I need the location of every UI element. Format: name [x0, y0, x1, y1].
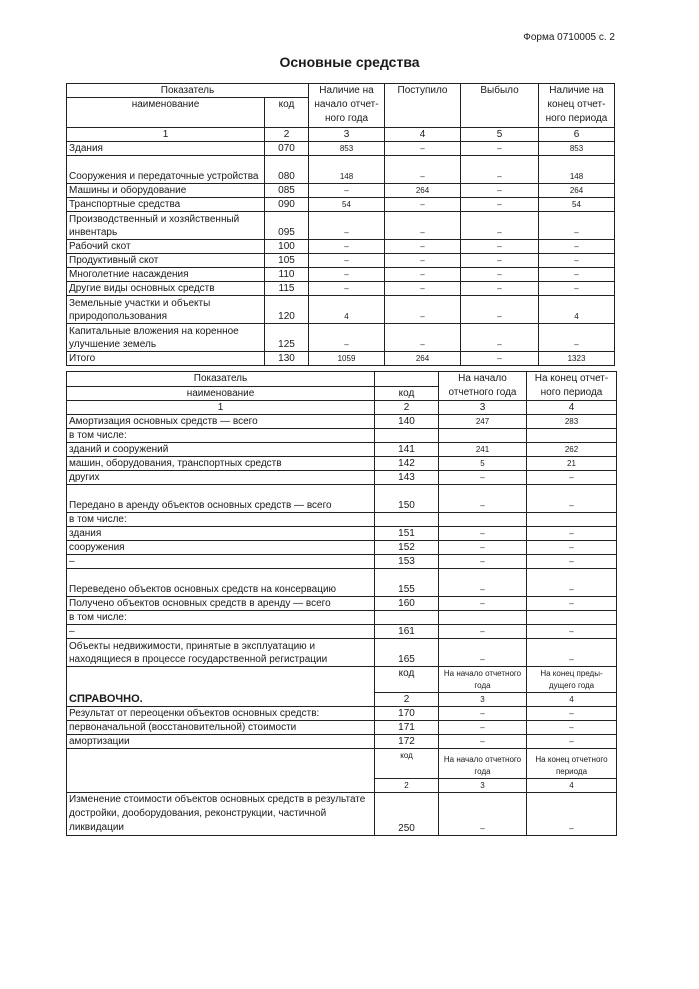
- row-code: 085: [265, 184, 309, 198]
- col-num: 2: [375, 779, 439, 793]
- row-name: Сооружения и передаточные устройства: [67, 156, 265, 184]
- header-end: На конец отчет- ного периода: [527, 372, 617, 401]
- row-received: –: [385, 142, 461, 156]
- row-disposed: –: [461, 268, 539, 282]
- row-end: –: [527, 721, 617, 735]
- row-begin: 241: [439, 443, 527, 457]
- row-begin: –: [439, 555, 527, 569]
- table-row: [67, 721, 617, 735]
- row-name: зданий и сооружений: [67, 443, 375, 457]
- row-end: [527, 429, 617, 443]
- row-code: 105: [265, 254, 309, 268]
- row-end: 148: [539, 156, 615, 184]
- row-code: 125: [265, 324, 309, 352]
- table-row: [67, 240, 615, 254]
- row-received: –: [385, 156, 461, 184]
- row-end: –: [527, 485, 617, 513]
- table-row: [67, 324, 615, 352]
- row-name: других: [67, 471, 375, 485]
- row-end: 21: [527, 457, 617, 471]
- table-row: [67, 513, 617, 527]
- row-received: –: [385, 240, 461, 254]
- row-end: –: [527, 735, 617, 749]
- row-code: 170: [375, 707, 439, 721]
- header-received: Поступило: [385, 84, 461, 128]
- row-begin: –: [439, 541, 527, 555]
- row-disposed: –: [461, 296, 539, 324]
- row-disposed: –: [461, 352, 539, 366]
- row-name: Транспортные средства: [67, 198, 265, 212]
- change-value-label: Изменение стоимости объектов основных средств в результате достройки, дооборудования, реконструкции, частичной ликвидации: [67, 793, 375, 836]
- row-end: –: [539, 268, 615, 282]
- row-end: –: [527, 569, 617, 597]
- col-num: 4: [527, 779, 617, 793]
- row-begin: –: [439, 597, 527, 611]
- row-end: –: [539, 212, 615, 240]
- row-code: 161: [375, 625, 439, 639]
- row-name: Передано в аренду объектов основных средств — всего: [67, 485, 375, 513]
- col-num: 3: [439, 401, 527, 415]
- header-name: наименование: [67, 98, 265, 128]
- row-begin: –: [439, 707, 527, 721]
- header-end: Наличие на конец отчет- ного периода: [539, 84, 615, 128]
- row-end: –: [527, 541, 617, 555]
- table-row: [67, 254, 615, 268]
- row-code: 152: [375, 541, 439, 555]
- row-received: –: [385, 198, 461, 212]
- table-row: [67, 282, 615, 296]
- table-row: [67, 597, 617, 611]
- page-title: Основные средства: [279, 54, 420, 70]
- header-indicator: Показатель: [67, 372, 375, 387]
- col-num: 3: [439, 779, 527, 793]
- row-code: 080: [265, 156, 309, 184]
- table-row: [67, 268, 615, 282]
- row-disposed: –: [461, 254, 539, 268]
- row-name: Итого: [67, 352, 265, 366]
- col-num: 4: [527, 401, 617, 415]
- row-end: 283: [527, 415, 617, 429]
- row-begin: 5: [439, 457, 527, 471]
- row-name: Результат от переоценки объектов основных средств:: [67, 707, 375, 721]
- col-num: 3: [439, 693, 527, 707]
- depreciation-table: [66, 371, 617, 836]
- ref2-end-label: На конец отчетного периода: [527, 749, 617, 779]
- form-code: Форма 0710005 с. 2: [523, 32, 615, 43]
- row-name: –: [67, 555, 375, 569]
- row-disposed: –: [461, 324, 539, 352]
- row-disposed: –: [461, 198, 539, 212]
- row-code: 115: [265, 282, 309, 296]
- row-end: –: [527, 625, 617, 639]
- row-end: –: [527, 471, 617, 485]
- row-disposed: –: [461, 142, 539, 156]
- header-code: код: [265, 98, 309, 128]
- row-begin: –: [309, 324, 385, 352]
- table-row: [67, 639, 617, 667]
- row-name: в том числе:: [67, 611, 375, 625]
- table-row: [67, 735, 617, 749]
- col-num: 4: [385, 128, 461, 142]
- row-end: 4: [539, 296, 615, 324]
- row-begin: 54: [309, 198, 385, 212]
- table-row: [67, 527, 617, 541]
- col-num: 2: [375, 693, 439, 707]
- table-row: [67, 457, 617, 471]
- row-end: [527, 611, 617, 625]
- row-end: –: [527, 639, 617, 667]
- row-name: –: [67, 625, 375, 639]
- ref2-code-label: код: [375, 749, 439, 779]
- row-code: [375, 513, 439, 527]
- table-row: [67, 485, 617, 513]
- row-code: 153: [375, 555, 439, 569]
- row-code: 110: [265, 268, 309, 282]
- row-received: –: [385, 296, 461, 324]
- row-name: сооружения: [67, 541, 375, 555]
- table-row: [67, 471, 617, 485]
- row-name: амортизации: [67, 735, 375, 749]
- header-code: код: [375, 386, 439, 401]
- table-row: [67, 541, 617, 555]
- row-begin: [439, 429, 527, 443]
- change-value-end: –: [527, 793, 617, 836]
- row-begin: –: [309, 282, 385, 296]
- table-row: [67, 198, 615, 212]
- row-begin: 247: [439, 415, 527, 429]
- header-disposed: Выбыло: [461, 84, 539, 128]
- row-begin: 148: [309, 156, 385, 184]
- ref-begin-label: На начало отчетного года: [439, 667, 527, 693]
- row-code: [375, 429, 439, 443]
- row-code: [375, 611, 439, 625]
- row-name: Капитальные вложения на коренное улучшение земель: [67, 324, 265, 352]
- fixed-assets-table: [66, 83, 615, 366]
- table-row: [67, 625, 617, 639]
- row-end: 262: [527, 443, 617, 457]
- row-begin: –: [309, 240, 385, 254]
- row-received: –: [385, 254, 461, 268]
- row-begin: –: [439, 471, 527, 485]
- table-row: [67, 142, 615, 156]
- row-end: –: [539, 324, 615, 352]
- table-row: [67, 156, 615, 184]
- reference-title: СПРАВОЧНО.: [67, 667, 375, 707]
- col-num: 5: [461, 128, 539, 142]
- row-begin: –: [309, 212, 385, 240]
- col-num: 6: [539, 128, 615, 142]
- row-name: Здания: [67, 142, 265, 156]
- col-num: 3: [309, 128, 385, 142]
- row-name: Получено объектов основных средств в аренду — всего: [67, 597, 375, 611]
- row-code: 100: [265, 240, 309, 254]
- row-disposed: –: [461, 156, 539, 184]
- header-name: наименование: [67, 386, 375, 401]
- row-code: 171: [375, 721, 439, 735]
- header-begin: Наличие на начало отчет- ного года: [309, 84, 385, 128]
- row-code: 165: [375, 639, 439, 667]
- row-begin: –: [309, 268, 385, 282]
- col-num: 1: [67, 128, 265, 142]
- table-row: [67, 611, 617, 625]
- row-end: –: [539, 254, 615, 268]
- row-begin: [439, 611, 527, 625]
- header-begin: На начало отчетного года: [439, 372, 527, 401]
- row-begin: –: [439, 639, 527, 667]
- row-disposed: –: [461, 212, 539, 240]
- table-row: [67, 184, 615, 198]
- row-name: Объекты недвижимости, принятые в эксплуатацию и находящиеся в процессе государственной регистрации: [67, 639, 375, 667]
- row-code: 095: [265, 212, 309, 240]
- row-name: Переведено объектов основных средств на консервацию: [67, 569, 375, 597]
- row-name: Машины и оборудование: [67, 184, 265, 198]
- row-begin: [439, 513, 527, 527]
- row-begin: –: [439, 735, 527, 749]
- row-code: 160: [375, 597, 439, 611]
- ref2-begin-label: На начало отчетного года: [439, 749, 527, 779]
- row-code: 141: [375, 443, 439, 457]
- row-code: 120: [265, 296, 309, 324]
- row-end: –: [527, 707, 617, 721]
- row-end: 853: [539, 142, 615, 156]
- row-code: 172: [375, 735, 439, 749]
- row-name: машин, оборудования, транспортных средств: [67, 457, 375, 471]
- row-received: 264: [385, 184, 461, 198]
- row-name: Амортизация основных средств — всего: [67, 415, 375, 429]
- row-code: 140: [375, 415, 439, 429]
- row-name: в том числе:: [67, 513, 375, 527]
- row-received: 264: [385, 352, 461, 366]
- row-disposed: –: [461, 184, 539, 198]
- col-num: 1: [67, 401, 375, 415]
- header-indicator: Показатель: [67, 84, 309, 98]
- row-begin: –: [309, 254, 385, 268]
- row-end: –: [527, 597, 617, 611]
- ref-end-label: На конец преды- дущего года: [527, 667, 617, 693]
- row-received: –: [385, 282, 461, 296]
- row-begin: –: [439, 485, 527, 513]
- row-end: 1323: [539, 352, 615, 366]
- table-row: [67, 352, 615, 366]
- row-received: –: [385, 212, 461, 240]
- table-row: [67, 415, 617, 429]
- row-begin: –: [439, 527, 527, 541]
- change-value-code: 250: [375, 793, 439, 836]
- table-row: [67, 569, 617, 597]
- row-end: 264: [539, 184, 615, 198]
- row-begin: 1059: [309, 352, 385, 366]
- row-name: здания: [67, 527, 375, 541]
- col-num: 2: [375, 401, 439, 415]
- row-code: 090: [265, 198, 309, 212]
- row-code: 142: [375, 457, 439, 471]
- row-disposed: –: [461, 240, 539, 254]
- row-name: Производственный и хозяйственный инвентарь: [67, 212, 265, 240]
- table-row: [67, 707, 617, 721]
- row-name: в том числе:: [67, 429, 375, 443]
- row-code: 143: [375, 471, 439, 485]
- row-name: Продуктивный скот: [67, 254, 265, 268]
- row-begin: –: [309, 184, 385, 198]
- table-row: [67, 555, 617, 569]
- change-value-begin: –: [439, 793, 527, 836]
- row-received: –: [385, 324, 461, 352]
- table-row: [67, 212, 615, 240]
- row-name: Земельные участки и объекты природопользования: [67, 296, 265, 324]
- row-begin: –: [439, 721, 527, 735]
- row-name: Другие виды основных средств: [67, 282, 265, 296]
- row-name: Многолетние насаждения: [67, 268, 265, 282]
- row-code: 151: [375, 527, 439, 541]
- row-begin: 4: [309, 296, 385, 324]
- row-end: 54: [539, 198, 615, 212]
- row-received: –: [385, 268, 461, 282]
- row-name: первоначальной (восстановительной) стоимости: [67, 721, 375, 735]
- row-code: 155: [375, 569, 439, 597]
- table-row: [67, 443, 617, 457]
- row-end: –: [539, 240, 615, 254]
- row-begin: –: [439, 625, 527, 639]
- row-begin: –: [439, 569, 527, 597]
- row-code: 130: [265, 352, 309, 366]
- table-row: [67, 296, 615, 324]
- col-num: 2: [265, 128, 309, 142]
- table-row: [67, 429, 617, 443]
- row-code: 070: [265, 142, 309, 156]
- row-end: –: [527, 527, 617, 541]
- row-end: [527, 513, 617, 527]
- row-end: –: [539, 282, 615, 296]
- row-name: Рабочий скот: [67, 240, 265, 254]
- row-end: –: [527, 555, 617, 569]
- row-begin: 853: [309, 142, 385, 156]
- ref-code-label: код: [375, 667, 439, 693]
- row-disposed: –: [461, 282, 539, 296]
- col-num: 4: [527, 693, 617, 707]
- row-code: 150: [375, 485, 439, 513]
